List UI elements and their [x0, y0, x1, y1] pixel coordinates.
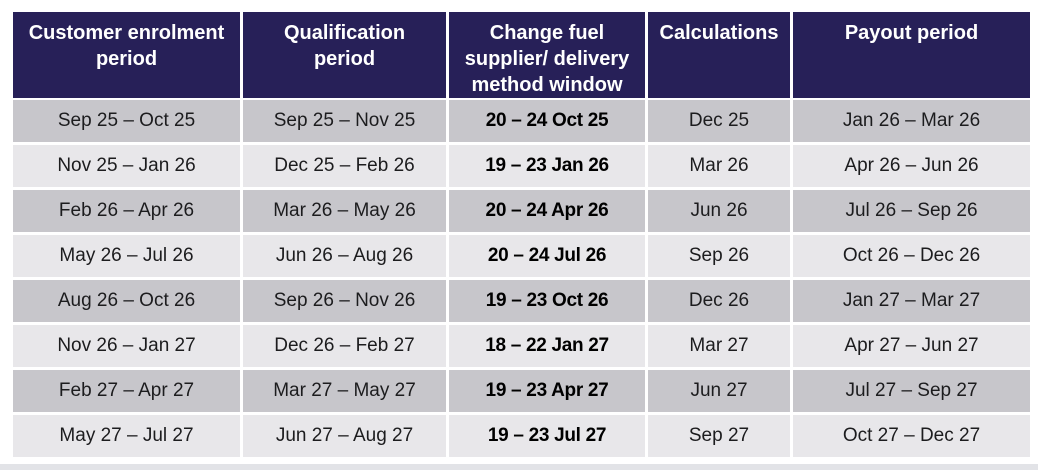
- header-line: Qualification: [283, 22, 406, 44]
- cell-change-window: 19 – 23 Jan 26: [449, 145, 645, 187]
- cell-qualification-period: Jun 26 – Aug 26: [243, 235, 446, 277]
- schedule-table: [13, 12, 1030, 460]
- cell-calculations: Dec 25: [648, 100, 790, 142]
- cell-qualification-period: Dec 26 – Feb 27: [243, 325, 446, 367]
- cell-calculations: Mar 27: [648, 325, 790, 367]
- table-row: [13, 325, 1030, 367]
- cell-change-window: 20 – 24 Jul 26: [449, 235, 645, 277]
- cell-enrolment-period: Nov 26 – Jan 27: [13, 325, 240, 367]
- cell-calculations: Jun 26: [648, 190, 790, 232]
- column-header-calculations: [648, 12, 790, 98]
- cell-calculations: Dec 26: [648, 280, 790, 322]
- cell-enrolment-period: Nov 25 – Jan 26: [13, 145, 240, 187]
- cell-change-window: 19 – 23 Jul 27: [449, 415, 645, 457]
- header-line: supplier/ delivery: [464, 48, 630, 70]
- cell-enrolment-period: May 26 – Jul 26: [13, 235, 240, 277]
- table-row: [13, 280, 1030, 322]
- cell-payout-period: Jul 27 – Sep 27: [793, 370, 1030, 412]
- cell-qualification-period: Dec 25 – Feb 26: [243, 145, 446, 187]
- header-line: Payout period: [844, 22, 979, 44]
- cell-calculations: Mar 26: [648, 145, 790, 187]
- table-row: [13, 235, 1030, 277]
- cell-qualification-period: Mar 27 – May 27: [243, 370, 446, 412]
- table-row: [13, 100, 1030, 142]
- cell-qualification-period: Sep 26 – Nov 26: [243, 280, 446, 322]
- bottom-divider: [0, 464, 1038, 470]
- cell-payout-period: Oct 27 – Dec 27: [793, 415, 1030, 457]
- cell-payout-period: Jan 26 – Mar 26: [793, 100, 1030, 142]
- table-row: [13, 145, 1030, 187]
- header-line: method window: [471, 74, 623, 96]
- header-line: Customer enrolment: [28, 22, 225, 44]
- cell-qualification-period: Jun 27 – Aug 27: [243, 415, 446, 457]
- cell-payout-period: Oct 26 – Dec 26: [793, 235, 1030, 277]
- header-line: period: [313, 48, 376, 70]
- column-header-qualification-period: [243, 12, 446, 98]
- cell-calculations: Sep 27: [648, 415, 790, 457]
- cell-payout-period: Jul 26 – Sep 26: [793, 190, 1030, 232]
- cell-enrolment-period: Aug 26 – Oct 26: [13, 280, 240, 322]
- cell-qualification-period: Mar 26 – May 26: [243, 190, 446, 232]
- header-line: Calculations: [659, 22, 779, 44]
- cell-calculations: Jun 27: [648, 370, 790, 412]
- cell-change-window: 20 – 24 Apr 26: [449, 190, 645, 232]
- cell-enrolment-period: Feb 26 – Apr 26: [13, 190, 240, 232]
- table-row: [13, 190, 1030, 232]
- cell-change-window: 19 – 23 Oct 26: [449, 280, 645, 322]
- cell-calculations: Sep 26: [648, 235, 790, 277]
- column-header-payout-period: [793, 12, 1030, 98]
- cell-payout-period: Apr 26 – Jun 26: [793, 145, 1030, 187]
- cell-change-window: 19 – 23 Apr 27: [449, 370, 645, 412]
- column-header-change-fuel-supplier-window: [449, 12, 645, 98]
- cell-enrolment-period: May 27 – Jul 27: [13, 415, 240, 457]
- column-header-customer-enrolment-period: [13, 12, 240, 98]
- table-row: [13, 415, 1030, 457]
- header-line: period: [95, 48, 158, 70]
- cell-payout-period: Apr 27 – Jun 27: [793, 325, 1030, 367]
- cell-qualification-period: Sep 25 – Nov 25: [243, 100, 446, 142]
- cell-change-window: 20 – 24 Oct 25: [449, 100, 645, 142]
- cell-enrolment-period: Sep 25 – Oct 25: [13, 100, 240, 142]
- header-line: Change fuel: [489, 22, 605, 44]
- cell-change-window: 18 – 22 Jan 27: [449, 325, 645, 367]
- table-row: [13, 370, 1030, 412]
- cell-payout-period: Jan 27 – Mar 27: [793, 280, 1030, 322]
- cell-enrolment-period: Feb 27 – Apr 27: [13, 370, 240, 412]
- table-header-row: [13, 12, 1030, 97]
